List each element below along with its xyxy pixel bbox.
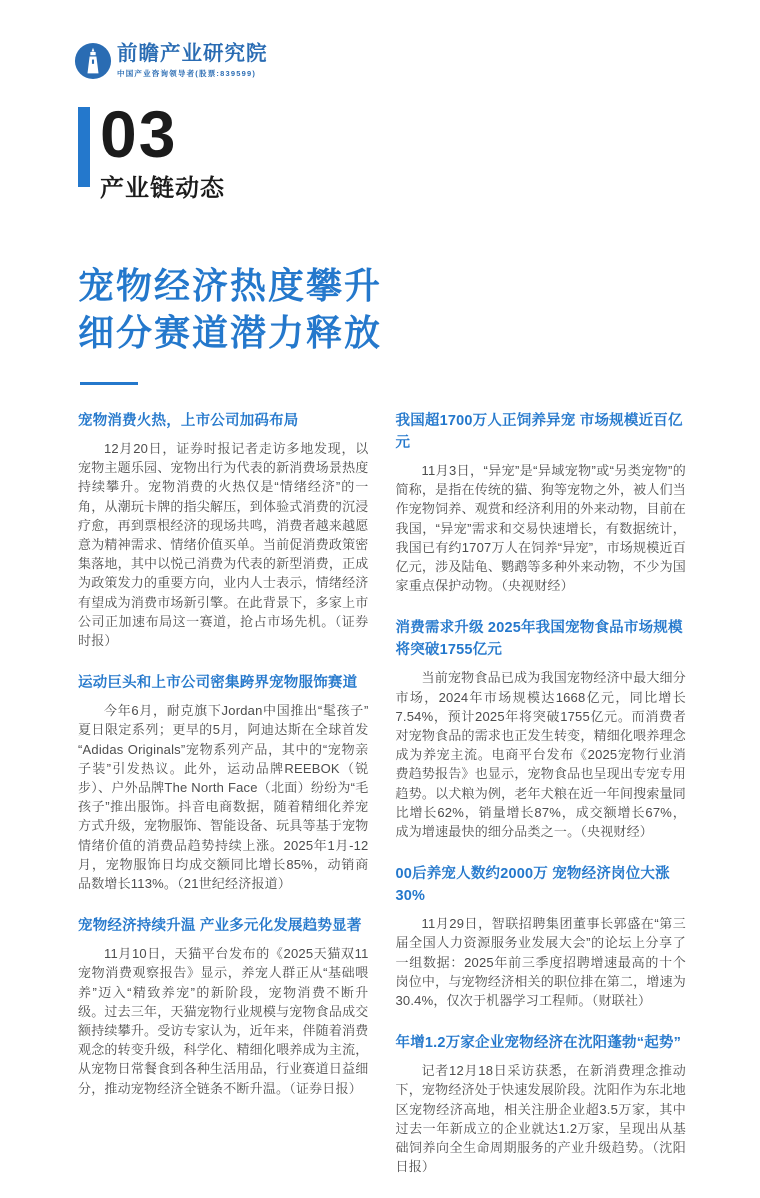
left-column <box>78 410 369 1198</box>
brand-text <box>117 43 268 79</box>
news-article <box>396 863 687 1010</box>
article-body: 11月3日，“异宠”是“异域宠物”或“另类宠物”的简称，是指在传统的猫、狗等宠物之外，被人们当作宠物饲养、观赏和经济利用的外来动物，目前在我国，“异宠”需求和交易快速增长，有数据统计，我国已有约1707万人在饲养“异宠”，市场规模近百亿元，涉及陆龟、鹦鹉等多种外来动物，不少为国家重点保护动物。（央视财经） <box>395 463 686 594</box>
article-body: 11月29日，智联招聘集团董事长郭盛在“第三届全国人力资源服务业发展大会”的论坛上分享了一组数据：2025年前三季度招聘增速最高的十个岗位中，与宠物经济相关的职位排在第二，增速为30.4%，仅次于机器学习工程师。（财联社） <box>395 916 686 1009</box>
brand-header <box>74 42 268 80</box>
article-headline: 宠物经济持续升温 产业多元化发展趋势显著 <box>78 918 362 935</box>
section-accent-bar <box>78 107 90 187</box>
news-article <box>78 410 369 650</box>
article-headline: 00后养宠人数约2000万 宠物经济岗位大涨30% <box>395 866 670 905</box>
article-headline: 消费需求升级 2025年我国宠物食品市场规模将突破1755亿元 <box>395 620 683 659</box>
section-content <box>100 97 225 203</box>
news-article <box>78 915 369 1098</box>
article-body: 11月10日，天猫平台发布的《2025天猫双11宠物消费观察报告》显示，养宠人群正从“基础喂养”迈入“精致养宠”的新阶段，宠物消费不断升级。过去三年，天猫宠物行业规模与宠物食品成交额持续攀升。受访专家认为，近年来，伴随着消费观念的转变升级，科学化、精细化喂养成为主流，从宠物日常餐食到各种生活用品，行业赛道日益细分，推动宠物经济全链条不断升温。（证券日报） <box>78 946 369 1096</box>
article-columns <box>78 410 686 1198</box>
right-column <box>396 410 687 1198</box>
page-title-line1: 宠物经济热度攀升 <box>78 265 383 306</box>
news-article <box>396 1032 687 1176</box>
article-headline: 宠物消费火热，上市公司加码布局 <box>78 413 299 429</box>
article-body: 当前宠物食品已成为我国宠物经济中最大细分市场，2024年市场规模达1668亿元，同比增长7.54%，预计2025年将突破1755亿元。而消费者对宠物食品的需求也正发生转变，精细化喂养理念成为养宠主流。电商平台发布《2025宠物行业消费趋势报告》也显示，宠物食品也呈现出专宠专用趋势。以犬粮为例，老年犬粮在近一年间搜索量同比增长62%，销量增长87%，成交额增长67%，成为增速最快的细分品类之一。（央视财经） <box>395 670 686 840</box>
section-head <box>78 97 225 203</box>
lighthouse-logo-icon <box>74 42 112 80</box>
article-body: 12月20日，证券时报记者走访多地发现，以宠物主题乐园、宠物出行为代表的新消费场景热度持续攀升。宠物消费的火热仅是“情绪经济”的一角，从潮玩卡牌的指尖解压，到体验式消费的沉浸疗愈，再到票根经济的现场共鸣，消费者越来越愿意为精神需求、情绪价值买单。当前促消费政策密集落地，其中以悦己消费为代表的新型消费，正成为政策发力的重要方向，业内人士表示，情绪经济有望成为消费市场新引擎。在此背景下，多家上市公司正加速布局这一赛道，抢占市场先机。（证券时报） <box>78 441 369 649</box>
article-body: 记者12月18日采访获悉，在新消费理念推动下，宠物经济处于快速发展阶段。沈阳作为东北地区宠物经济高地，相关注册企业超3.5万家，其中过去一年新成立的企业就达1.2万家，呈现出从基础饲养向全生命周期服务的产业升级趋势。（沈阳日报） <box>395 1063 686 1175</box>
article-body: 今年6月，耐克旗下Jordan中国推出“髦孩子”夏日限定系列；更早的5月，阿迪达斯在全球首发“Adidas Originals”宠物系列产品，其中的“宠物亲子装”引发热议。此外，运动品牌REEBOK（锐步）、户外品牌The North Face（北面）纷纷为“毛孩子”推出服饰。抖音电商数据，随着精细化养宠方式升级，宠物服饰、智能设备、玩具等基于宠物情绪价值的消费品趋势持续上涨。2025年1月-12月，宠物服饰日均成交额同比增长85%，动销商品数增长113%。（21世纪经济报道） <box>78 703 369 892</box>
brand-tagline: 中国产业咨询领导者(股票:839599) <box>117 68 257 78</box>
title-underline <box>80 382 138 385</box>
article-headline: 年增1.2万家企业宠物经济在沈阳蓬勃“起势” <box>395 1035 682 1052</box>
section-title: 产业链动态 <box>100 174 225 202</box>
page-title-line2: 细分赛道潜力释放 <box>78 312 383 353</box>
news-article <box>78 672 369 893</box>
brand-name: 前瞻产业研究院 <box>117 42 268 66</box>
article-headline: 我国超1700万人正饲养异宠 市场规模近百亿元 <box>395 413 683 451</box>
news-article <box>396 617 687 841</box>
section-number: 03 <box>100 97 178 171</box>
article-headline: 运动巨头和上市公司密集跨界宠物服饰赛道 <box>78 675 358 692</box>
page-title <box>78 262 382 356</box>
news-article <box>396 410 687 595</box>
